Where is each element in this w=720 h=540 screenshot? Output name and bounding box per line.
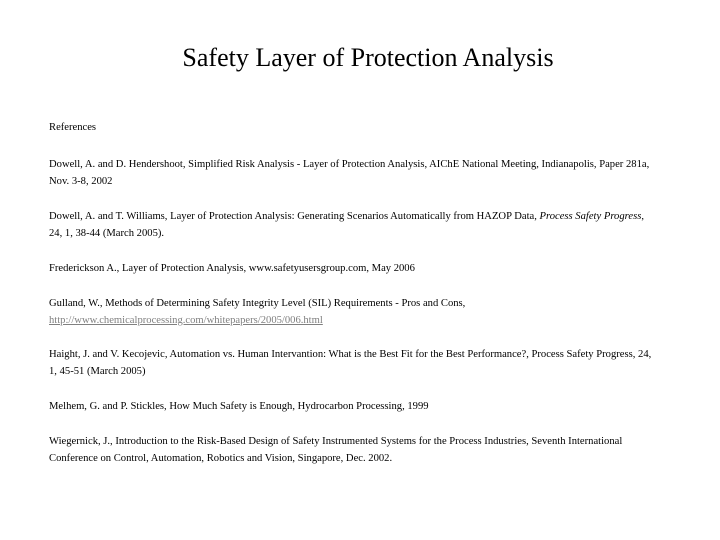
reference-item-gulland (49, 295, 659, 329)
reference-journal-title: Process Safety Progress (539, 211, 642, 222)
reference-item-wiegernick (49, 433, 659, 467)
reference-text: Melhem, G. and P. Stickles, How Much Safety is Enough, Hydrocarbon Processing, 1999 (49, 401, 429, 412)
reference-text: Dowell, A. and D. Hendershoot, Simplified Risk Analysis - Layer of Protection Analysis, AIChE National Meeting, Indianapolis, Paper 281a, Nov. 3-8, 2002 (49, 159, 650, 187)
reference-text: Wiegernick, J., Introduction to the Risk-Based Design of Safety Instrumented Systems for the Process Industries, Seventh International Conference on Control, Automation, Robotics and Vision, Singapore, Dec. 2002. (49, 436, 623, 464)
reference-text-tail: , 24, 1, 38-44 (March 2005). (49, 211, 644, 239)
reference-text: Frederickson A., Layer of Protection Analysis, www.safetyusersgroup.com, May 2006 (49, 263, 415, 274)
reference-item-haight-kecojevic (49, 346, 659, 380)
reference-item-dowell-hendershoot (49, 156, 659, 190)
reference-text: Gulland, W., Methods of Determining Safety Integrity Level (SIL) Requirements - Pros and Cons, (49, 298, 466, 309)
reference-item-frederickson (49, 260, 659, 277)
references-section (49, 119, 659, 485)
reference-link[interactable]: http://www.chemicalprocessing.com/whitepapers/2005/006.html (49, 315, 323, 326)
section-heading: References (49, 122, 97, 133)
reference-text: Dowell, A. and T. Williams, Layer of Protection Analysis: Generating Scenarios Automatically from HAZOP Data, (49, 211, 540, 222)
reference-item-melhem-stickles (49, 398, 659, 415)
reference-text: Haight, J. and V. Kecojevic, Automation vs. Human Intervantion: What is the Best Fit for the Best Performance?, Process Safety Progress, 24, 1, 45-51 (March 2005) (49, 349, 652, 377)
reference-item-dowell-williams (49, 208, 659, 242)
slide-title: Safety Layer of Protection Analysis (182, 43, 554, 72)
